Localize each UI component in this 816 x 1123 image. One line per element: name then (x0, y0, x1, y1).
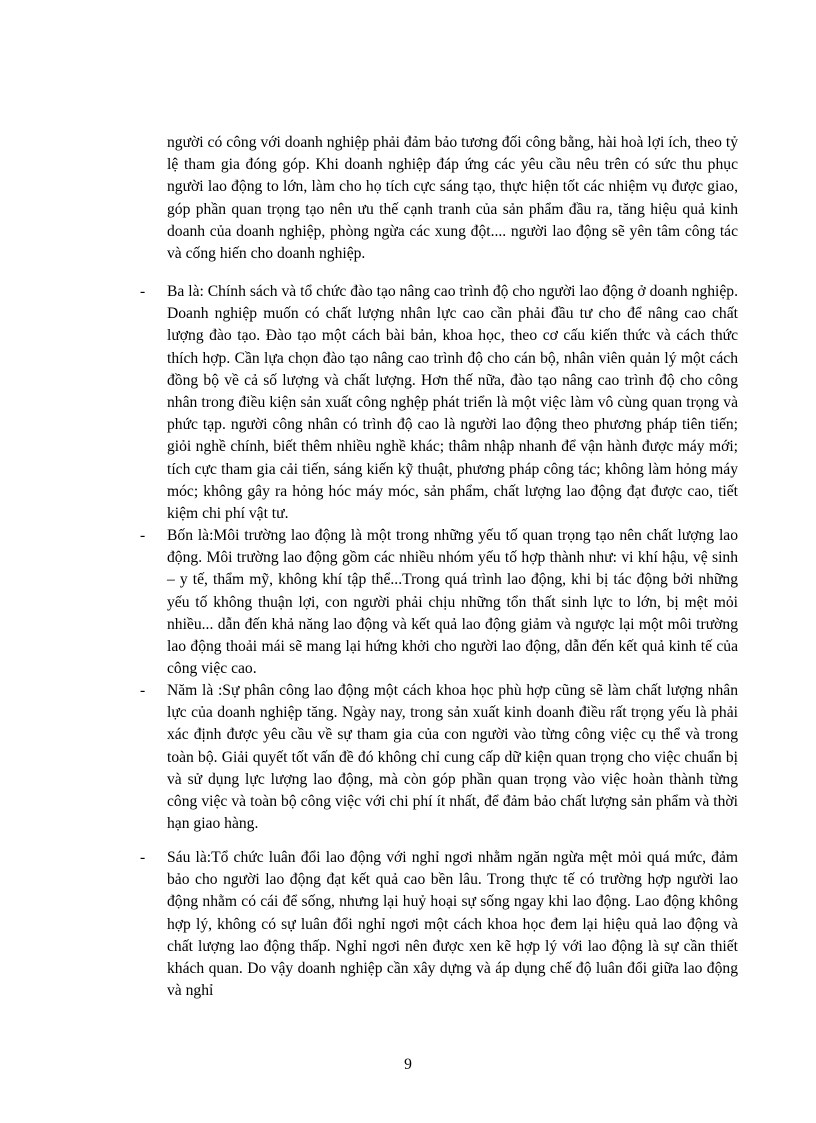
bullet-dash: - (140, 283, 146, 300)
list-item-text: Ba là: Chính sách và tổ chức đào tạo nâng cao trình độ cho người lao động ở doanh nghiệp. Doanh nghiệp muốn có chất lượng nhân lực cao cần phải đầu tư cho để nâng cao chất lượng đào tạo. Đào tạo một cách bài bản, khoa học, theo cơ cấu kiến thức và cách thức thích hợp. Cần lựa chọn đào tạo nâng cao trình độ cho cán bộ, nhân viên quản lý một cách đồng bộ về cả số lượng và chất lượng. Hơn thế nữa, đào tạo nâng cao trình độ cho công nhân trong điều kiện sản xuất công nghệp phát triển là một việc làm vô cùng quan trọng và phức tạp. người công nhân có trình độ cao là người lao động theo phương pháp tiên tiến; giỏi nghề chính, biết thêm nhiều nghề khác; thâm nhập nhanh để vận hành được máy mới; tích cực tham gia cải tiến, sáng kiến kỹ thuật, phương pháp công tác; không làm hỏng máy móc; không gây ra hỏng hóc máy móc, sản phẩm, chất lượng lao động đạt được cao, tiết kiệm chi phí vật tư. (167, 283, 738, 523)
list-item-text: Sáu là:Tổ chức luân đổi lao động với nghỉ ngơi nhằm ngăn ngừa mệt mỏi quá mức, đảm bảo cho người lao động đạt kết quả cao bền lâu. Trong thực tế có trường hợp người lao động nhằm có cái để sống, nhưng lại huỷ hoại sự sống ngay khi lao động. Lao động không hợp lý, không có sự luân đổi nghỉ ngơi một cách khoa học đem lại hiệu quả lao động và chất lượng lao động thấp. Nghỉ ngơi nên được xen kẽ hợp lý với lao động là sự cần thiết khách quan. Do vậy doanh nghiệp cần xây dựng và áp dụng chế độ luân đổi giữa lao động và nghỉ (167, 849, 738, 1000)
page-number: 9 (404, 1056, 412, 1073)
bullet-dash: - (140, 527, 146, 544)
list-item-text: Bốn là:Môi trường lao động là một trong những yếu tố quan trọng tạo nên chất lượng lao động. Môi trường lao động gồm các nhiều nhóm yếu tố hợp thành như: vi khí hậu, vệ sinh – y tế, thẩm mỹ, không khí tập thể...Trong quá trình lao động, khi bị tác động bởi những yếu tố không thuận lợi, con người phải chịu những tổn thất sinh lực to lớn, bị mệt mỏi nhiều... dẫn đến khả năng lao động và kết quả lao động giảm và ngược lại một môi trường lao động thoải mái sẽ mang lại hứng khởi cho người lao động, dẫn đến kết quả kinh tế của công việc cao. (167, 527, 738, 678)
bullet-dash: - (140, 682, 146, 699)
list-item-text: Năm là :Sự phân công lao động một cách khoa học phù hợp cũng sẽ làm chất lượng nhân lực của doanh nghiệp tăng. Ngày nay, trong sản xuất kinh doanh điều rất trọng yếu là phải xác định được yêu cầu về sự tham gia của con người vào từng công việc cụ thể và trong toàn bộ. Giải quyết tốt vấn đề đó không chỉ cung cấp dữ kiện quan trọng cho việc chuẩn bị và sử dụng lực lượng lao động, mà còn góp phần quan trọng vào việc hoàn thành từng công việc và toàn bộ công việc với chi phí ít nhất, để đảm bảo chất lượng sản phẩm và thời hạn giao hàng. (167, 682, 738, 833)
intro-paragraph: người có công với doanh nghiệp phải đảm bảo tương đối công bằng, hài hoà lợi ích, theo tỷ lệ tham gia đóng góp. Khi doanh nghiệp đáp ứng các yêu cầu nêu trên có sức thu phục người lao động to lớn, làm cho họ tích cực sáng tạo, thực hiện tốt các nhiệm vụ được giao, góp phần quan trọng tạo nên ưu thế cạnh tranh của sản phẩm đầu ra, tăng hiệu quả kinh doanh của doanh nghiệp, phòng ngừa các xung đột.... người lao động sẽ yên tâm công tác và cống hiến cho doanh nghiệp. (167, 134, 738, 263)
bullet-dash: - (140, 849, 146, 866)
